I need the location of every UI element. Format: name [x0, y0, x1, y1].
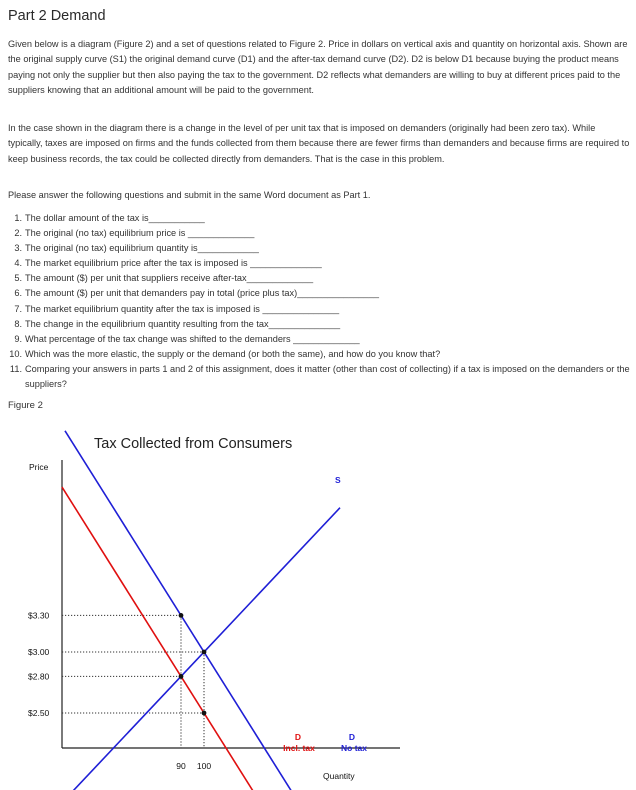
demand-no-tax-label-bottom: No tax: [341, 743, 367, 753]
question-item: 11. Comparing your answers in parts 1 and 2 of this assignment, does it matter (other than cost of collecting) if a tax is imposed on the demanders or the suppliers?: [9, 363, 630, 390]
y-tick-label: $2.80: [28, 671, 50, 682]
y-tick-label: $3.30: [28, 610, 50, 621]
curves: [62, 431, 350, 790]
y-tick-label: $2.50: [28, 708, 50, 718]
x-tick-label: 100: [196, 761, 212, 771]
curve-labels: [283, 475, 367, 753]
question-item: 8. The change in the equilibrium quantity resulting from the tax______________: [14, 318, 341, 329]
point-100-2.5: [202, 711, 207, 716]
tax-chart: [0, 420, 636, 790]
y-ticks: [28, 610, 50, 718]
chart-title: Tax Collected from Consumers: [94, 436, 293, 452]
instructions-paragraph: Please answer the following questions and submit in the same Word document as Part 1.: [8, 190, 371, 200]
question-item: 7. The market equilibrium quantity after the tax is imposed is _______________: [14, 303, 340, 314]
point-90-2.8: [179, 674, 184, 679]
question-item: 5. The amount ($) per unit that suppliers receive after-tax_____________: [14, 273, 314, 284]
question-list: [8, 211, 630, 392]
question-item: 6. The amount ($) per unit that demanders pay in total (price plus tax)________________: [14, 288, 379, 299]
demand-incl-tax-label-top: D: [294, 732, 302, 742]
y-tick-label: $3.00: [28, 647, 50, 657]
page-title: Part 2 Demand: [8, 8, 106, 24]
demand-incl-tax-label-bottom: Incl. tax: [283, 743, 315, 753]
intro-paragraph: Given below is a diagram (Figure 2) and a set of questions related to Figure 2. Price in dollars on vertical axis and quantity on horizontal axis. Shown are the original supply curve (S1) the original demand curve (D1) and the after-tax demand curve (D2). D2 is below D1 because buying the product means paying not only the supplier but then also paying the tax to the government. D2 reflects what demanders are willing to buy at different prices paid to the suppliers knowing that an additional amount will be paid to the government.: [8, 39, 628, 95]
supply-label: S: [335, 475, 341, 485]
tax-context-paragraph: In the case shown in the diagram there is a change in the level of per unit tax that is imposed on demanders (originally had been zero tax). While typically, taxes are imposed on firms and the funds collected from them because there are fewer firms than demanders and because firms are required to keep business records, the tax could be collected directly from demanders. That is the case in this problem.: [8, 123, 630, 164]
question-item: 9. What percentage of the tax change was shifted to the demanders _____________: [14, 333, 360, 344]
question-item: 10. Which was the more elastic, the supply or the demand (or both the same), and how do you know that?: [9, 348, 441, 359]
y-axis-label: Price: [29, 462, 49, 472]
point-90-3.3: [179, 613, 184, 618]
x-tick-label: 90: [176, 761, 186, 771]
demand-no-tax-curve: [65, 431, 350, 790]
question-item: 4. The market equilibrium price after the tax is imposed is ______________: [14, 258, 322, 269]
question-item: 3. The original (no tax) equilibrium quantity is____________: [14, 243, 259, 254]
question-item: 1. The dollar amount of the tax is___________: [14, 213, 205, 223]
demand-no-tax-label-top: D: [348, 732, 356, 742]
figure-label: Figure 2: [8, 400, 43, 411]
question-item: 2. The original (no tax) equilibrium price is _____________: [14, 228, 255, 239]
x-axis-label: Quantity: [323, 771, 355, 781]
x-ticks: [176, 761, 211, 771]
demand-incl-tax-curve: [62, 487, 295, 790]
point-100-3: [202, 650, 207, 655]
